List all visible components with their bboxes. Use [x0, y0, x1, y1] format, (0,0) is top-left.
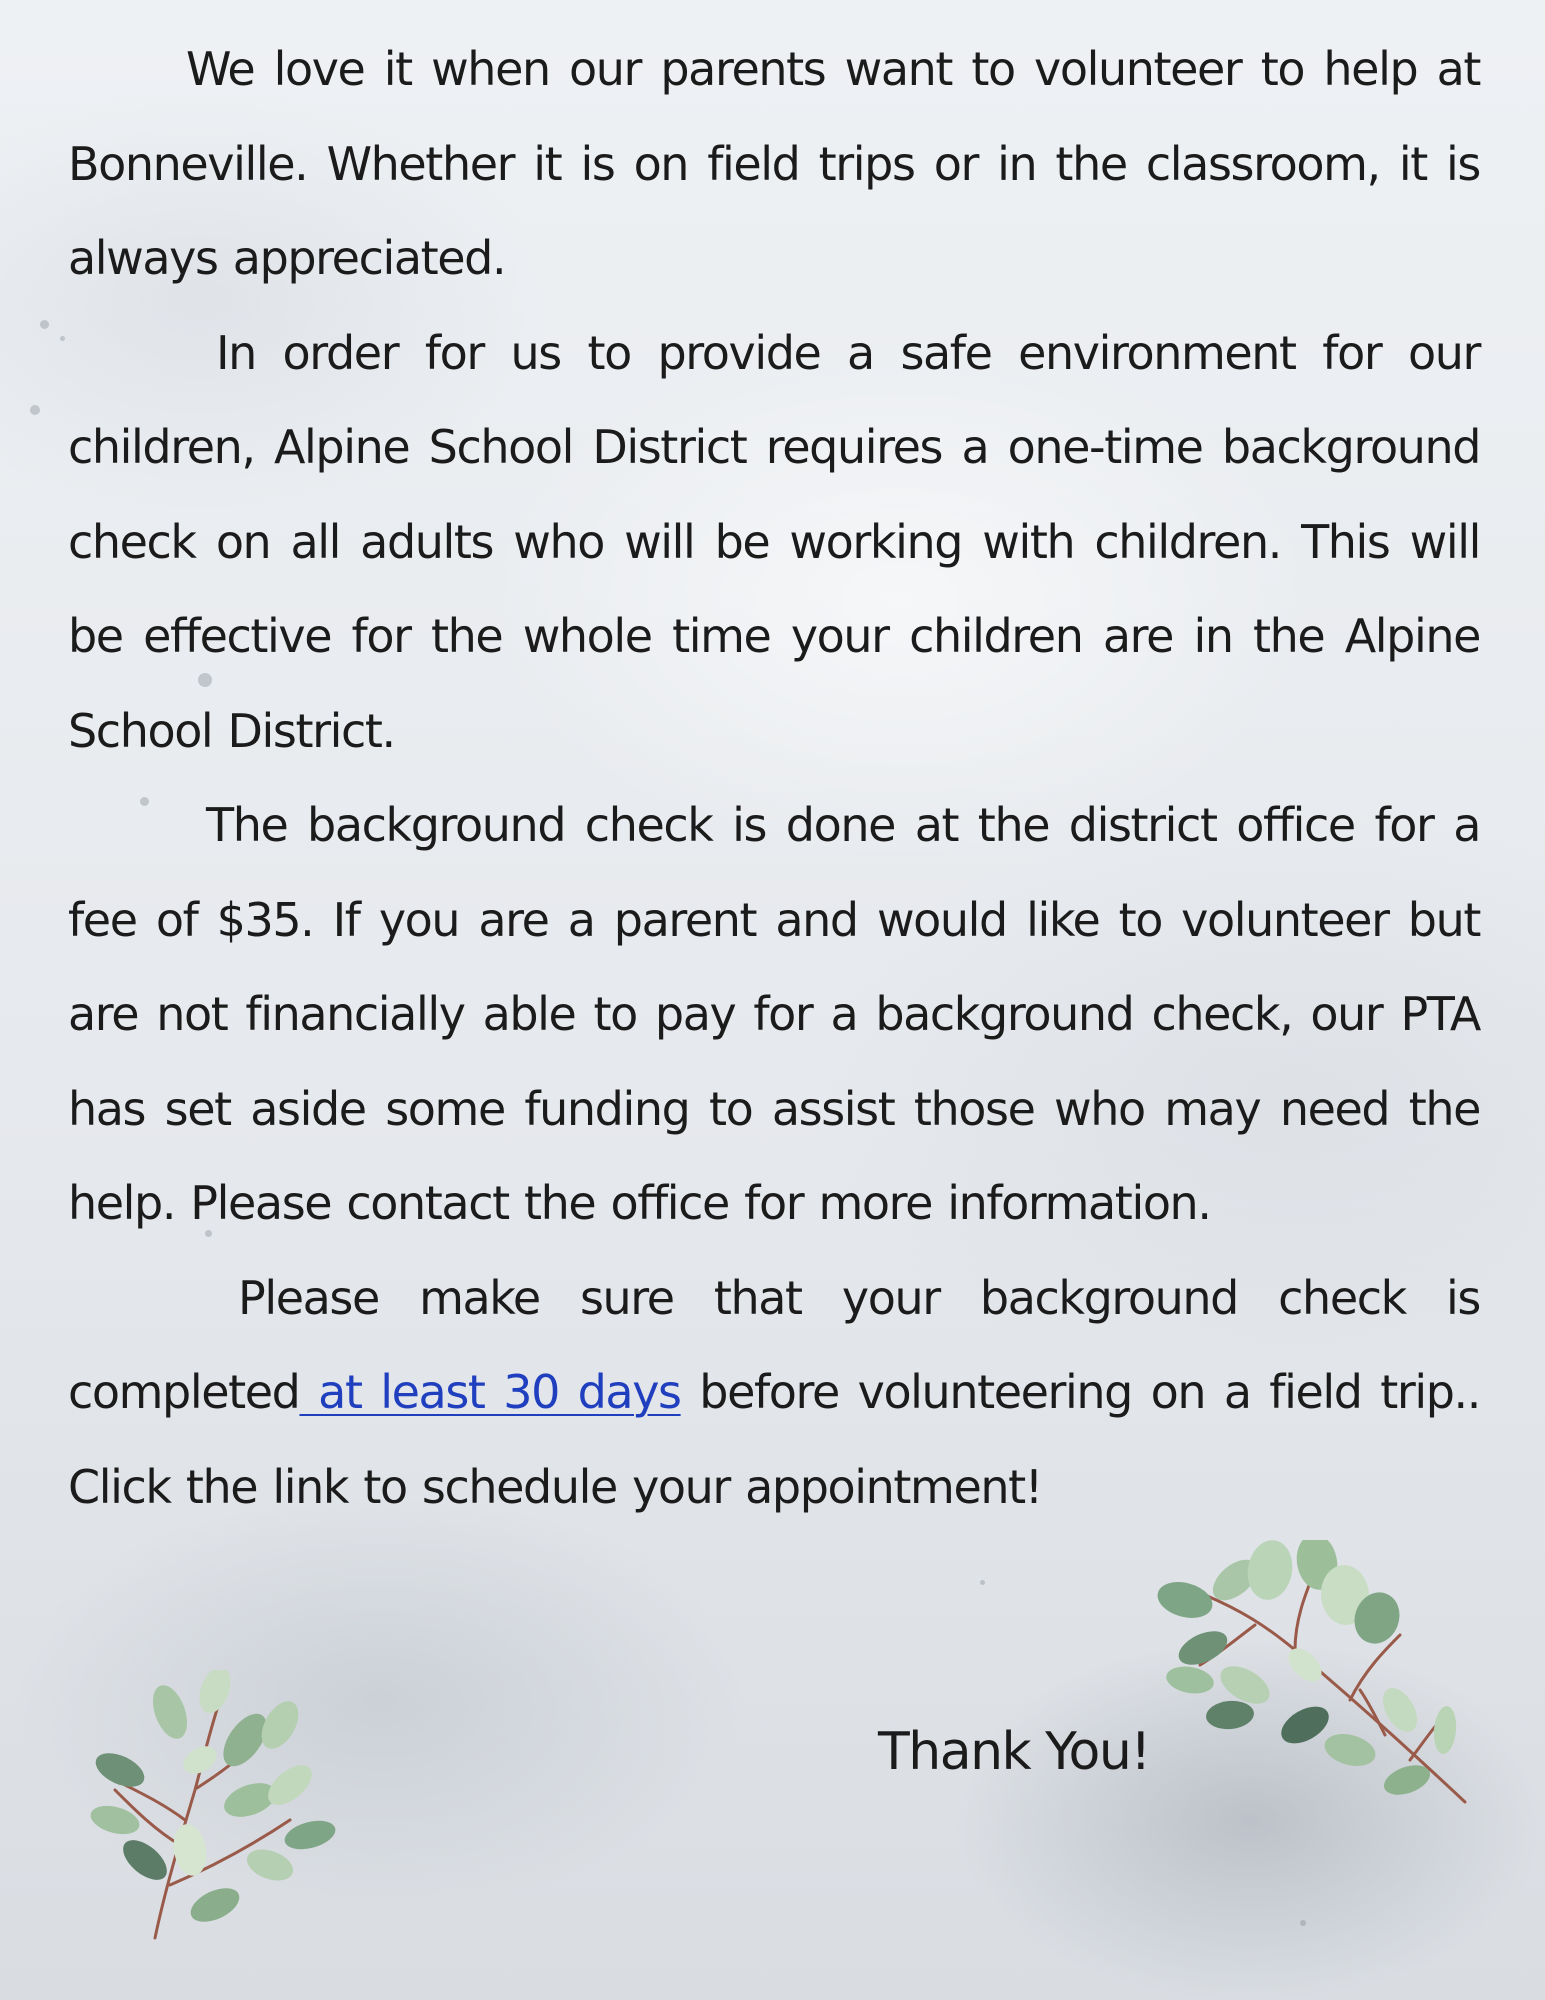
- paper-speckle: [60, 336, 65, 341]
- eucalyptus-branch-icon: [85, 1670, 365, 1950]
- paper-speckle: [1300, 1920, 1306, 1926]
- scheduling-text-end: before volunteering on a field trip.. Click the link to schedule your appointment!: [68, 1365, 1480, 1514]
- paper-speckle: [40, 320, 49, 329]
- letter-body: [68, 22, 1480, 1534]
- paper-speckle: [30, 405, 40, 415]
- schedule-appointment-link[interactable]: at least 30 days: [299, 1365, 681, 1419]
- eucalyptus-branch-icon: [1145, 1540, 1475, 1820]
- paper-speckle: [980, 1580, 985, 1585]
- paragraph-scheduling: [68, 1251, 1480, 1535]
- paragraph-fee-and-assistance: The background check is done at the district office for a fee of $35. If you are a parent and would like to volunteer but are not financially able to pay for a background check, our PTA has set aside some funding to assist those who may need the help. Please contact the office for more information.: [68, 798, 1480, 1230]
- closing-thank-you: Thank You!: [878, 1722, 1150, 1782]
- paragraph-intro: We love it when our parents want to volunteer to help at Bonneville. Whether it is on field trips or in the classroom, it is always appreciated.: [68, 42, 1480, 285]
- paragraph-background-check-requirement: In order for us to provide a safe environment for our children, Alpine School District requires a one-time background check on all adults who will be working with children. This will be effective for the whole time your children are in the Alpine School District.: [68, 325, 1480, 758]
- scheduling-text-start: Please make sure that your background check is completed: [68, 1270, 1480, 1419]
